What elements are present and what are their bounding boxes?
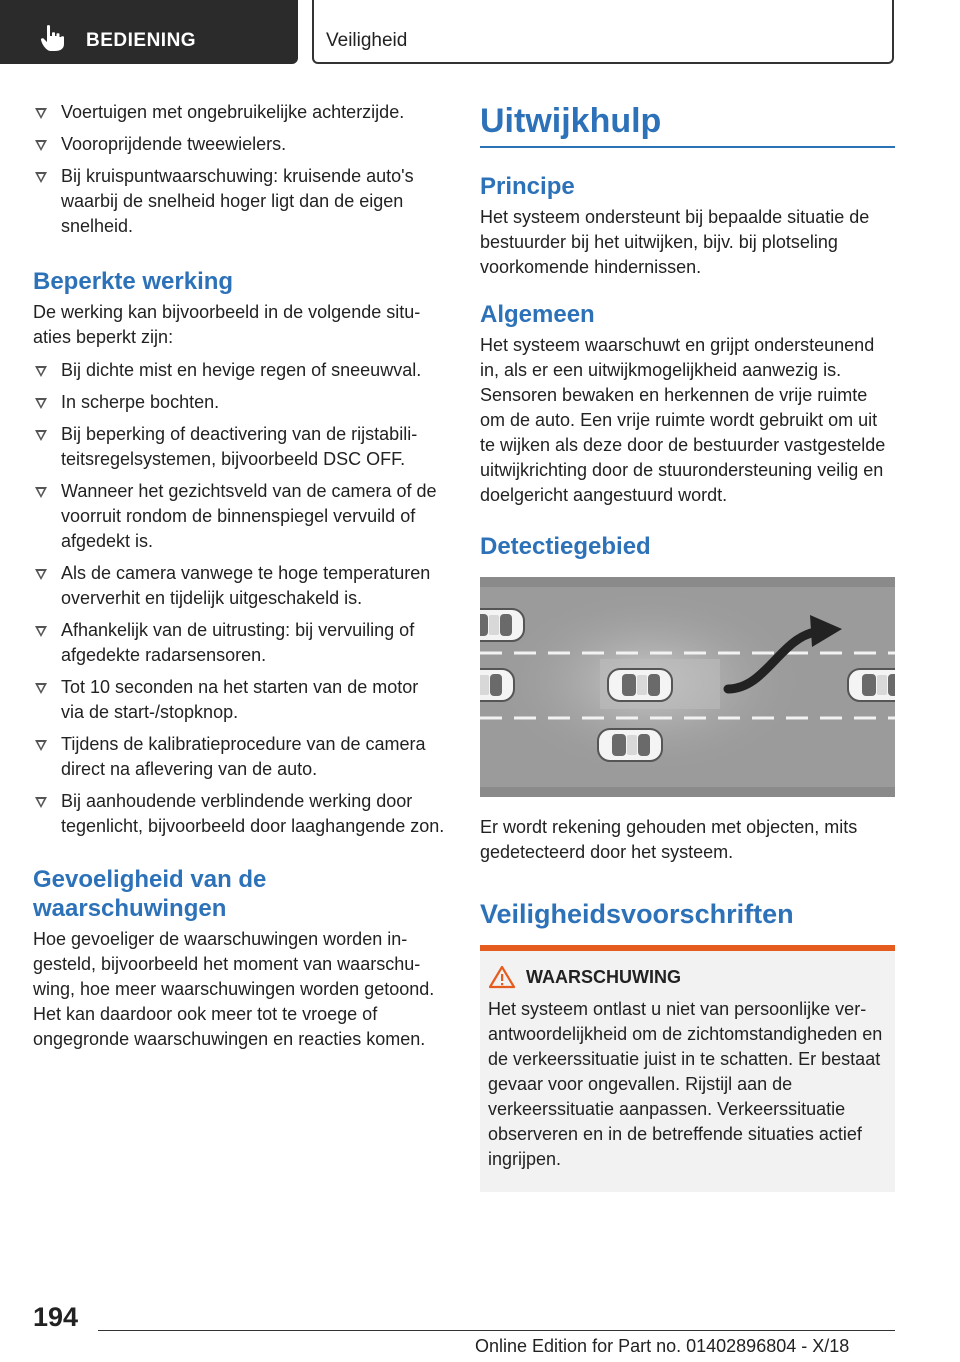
safety-heading: Veiligheidsvoorschriften bbox=[480, 899, 794, 929]
general-text: Het systeem waarschuwt en grijpt ondersteunend in, als er een uitwijkmogelijkheid aanwezig is. Sensoren bewaken en herkennen de vrije ruimte om de auto. Een vrije ruimte wordt gebruikt om uit te wijken als deze door de bestuurder vastgestelde uitwijkrichting door de stuurondersteuning veilig en doelgericht aangestuurd wordt. bbox=[480, 335, 886, 505]
warning-box bbox=[480, 951, 895, 1192]
car-icon bbox=[608, 669, 672, 701]
detection-area-diagram bbox=[480, 577, 895, 797]
edition-text: Online Edition for Part no. 01402896804 - X/18 bbox=[475, 1336, 850, 1356]
triangle-bullet-icon bbox=[35, 430, 47, 441]
triangle-bullet-icon bbox=[35, 366, 47, 377]
bullet-list-limited bbox=[33, 358, 446, 839]
right-column bbox=[480, 100, 895, 1192]
triangle-bullet-icon bbox=[35, 140, 47, 151]
principle-heading: Principe bbox=[480, 173, 575, 200]
car-icon bbox=[480, 669, 514, 701]
limited-heading: Beperkte werking bbox=[33, 268, 234, 295]
list-item: Als de camera vanwege te hoge temperaturen oververhit en tijdelijk uitgeschakeld is. bbox=[33, 561, 446, 611]
list-item: Afhankelijk van de uitrusting: bij vervuiling of afgedekte radarsensoren. bbox=[33, 618, 446, 668]
list-item: Bij dichte mist en hevige regen of sneeuwval. bbox=[33, 358, 446, 383]
warning-title: WAARSCHUWING bbox=[526, 966, 681, 987]
left-column bbox=[33, 100, 446, 1052]
section-tab bbox=[0, 0, 298, 64]
chapter-label: Veiligheid bbox=[326, 30, 408, 51]
triangle-bullet-icon bbox=[35, 108, 47, 119]
warning-text: Het systeem ontlast u niet van persoonlijke verantwoordelijkheid om de zichtomstandigheden en de verkeerssituatie juist in te schatten. Er bestaat gevaar voor ongevallen. Rijstijl aan de verkeerssituatie aanpassen. Verkeerssituatie observeren en in de betreffende situaties actief ingrijpen. bbox=[488, 999, 883, 1169]
general-heading: Algemeen bbox=[480, 301, 595, 328]
list-item: Tijdens de kalibratieprocedure van de camera direct na aflevering van de auto. bbox=[33, 732, 446, 782]
triangle-bullet-icon bbox=[35, 172, 47, 183]
car-icon bbox=[848, 669, 895, 701]
page-number: 194 bbox=[33, 1302, 79, 1332]
list-item: Bij aanhoudende verblindende werking door tegenlicht, bijvoorbeeld door laaghangende zon. bbox=[33, 789, 446, 839]
footer-divider bbox=[98, 1330, 895, 1331]
list-item: Wanneer het gezichtsveld van de camera of de voorruit rondom de binnenspiegel vervuild of afgedekt is. bbox=[33, 479, 446, 554]
list-item: Voertuigen met ongebruikelijke achterzijde. bbox=[33, 100, 446, 125]
car-icon bbox=[598, 729, 662, 761]
triangle-bullet-icon bbox=[35, 398, 47, 409]
triangle-bullet-icon bbox=[35, 626, 47, 637]
list-item: Tot 10 seconden na het starten van de motor via de start-/stopknop. bbox=[33, 675, 446, 725]
triangle-bullet-icon bbox=[35, 740, 47, 751]
detection-caption: Er wordt rekening gehouden met objecten, mits gedetecteerd door het systeem. bbox=[480, 817, 858, 862]
page-title: Uitwijkhulp bbox=[480, 102, 662, 140]
hand-pointer-icon bbox=[40, 24, 66, 52]
list-item: Vooroprijdende tweewielers. bbox=[33, 132, 446, 157]
detection-heading: Detectiegebied bbox=[480, 533, 651, 560]
principle-text: Het systeem ondersteunt bij bepaalde situatie de bestuurder bij het uitwijken, bijv. bij plotseling voorkomende hindernissen. bbox=[480, 207, 870, 277]
sensitivity-heading: Gevoeligheid van de waarschuwingen bbox=[33, 866, 267, 922]
section-label: BEDIENING bbox=[86, 30, 197, 51]
sensitivity-text: Hoe gevoeliger de waarschuwingen worden ingesteld, bijvoorbeeld het moment van waarschuwing, hoe meer waarschuwingen worden getoond. Het kan daardoor ook meer tot te vroege of ongegronde waarschuwingen en reacties komen. bbox=[33, 929, 435, 1049]
list-item: Bij kruispuntwaarschuwing: kruisende auto's waarbij de snelheid hoger ligt dan de eigen snelheid. bbox=[33, 164, 446, 239]
warning-title-row bbox=[488, 965, 887, 989]
triangle-bullet-icon bbox=[35, 797, 47, 808]
page-header bbox=[0, 0, 960, 66]
triangle-bullet-icon bbox=[35, 569, 47, 580]
warning-triangle-icon bbox=[488, 965, 516, 989]
car-icon bbox=[480, 609, 524, 641]
title-divider bbox=[480, 146, 895, 148]
triangle-bullet-icon bbox=[35, 487, 47, 498]
chapter-box bbox=[312, 0, 894, 64]
list-item: In scherpe bochten. bbox=[33, 390, 446, 415]
triangle-bullet-icon bbox=[35, 683, 47, 694]
list-item: Bij beperking of deactivering van de rijstabiliteitsregelsystemen, bijvoorbeeld DSC OFF. bbox=[33, 422, 446, 472]
bullet-list-top bbox=[33, 100, 446, 239]
limited-intro: De werking kan bijvoorbeeld in de volgende situaties beperkt zijn: bbox=[33, 302, 421, 347]
